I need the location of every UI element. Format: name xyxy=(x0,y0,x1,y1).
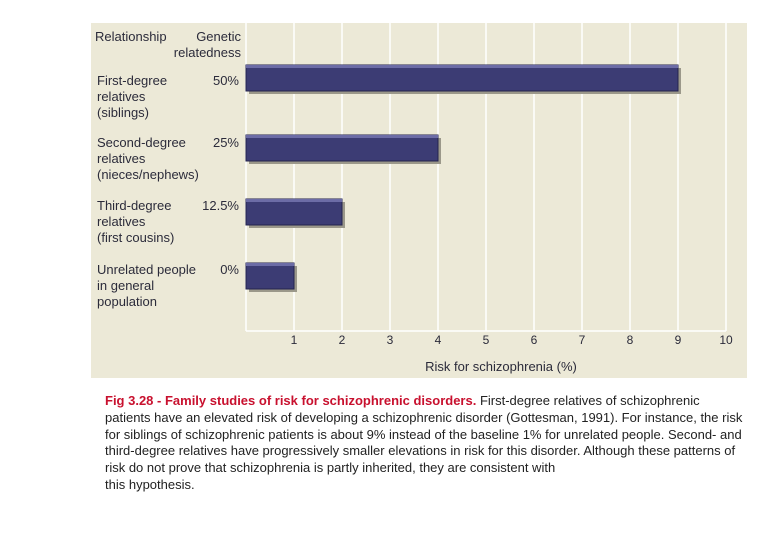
category-label-0-2: (siblings) xyxy=(97,105,150,120)
figure-caption xyxy=(105,393,745,494)
bar-highlight-1 xyxy=(246,135,438,138)
x-tick-label-7: 7 xyxy=(578,333,586,347)
x-tick-label-2: 2 xyxy=(338,333,346,347)
category-label-3-0: Unrelated people xyxy=(97,262,197,277)
header-genetic: Genetic xyxy=(196,29,241,44)
bar-3 xyxy=(246,263,294,289)
bar-1 xyxy=(246,135,438,161)
x-tick-label-3: 3 xyxy=(386,333,394,347)
x-tick-label-8: 8 xyxy=(626,333,634,347)
caption-title: Fig 3.28 - Family studies of risk for schizophrenic disorders. xyxy=(105,393,477,408)
category-label-3-2: population xyxy=(97,294,157,309)
header-relationship: Relationship xyxy=(95,29,167,44)
category-label-0-0: First-degree xyxy=(97,73,168,88)
relatedness-label-1: 25% xyxy=(212,135,239,150)
category-label-2-1: relatives xyxy=(97,214,146,229)
bar-highlight-2 xyxy=(246,199,342,202)
x-tick-label-6: 6 xyxy=(530,333,538,347)
header-relatedness: relatedness xyxy=(173,45,241,60)
bar-highlight-0 xyxy=(246,65,678,68)
category-label-0-1: relatives xyxy=(97,89,146,104)
relatedness-label-3: 0% xyxy=(220,262,239,277)
category-label-1-1: relatives xyxy=(97,151,146,166)
relatedness-label-0: 50% xyxy=(212,73,239,88)
bar-2 xyxy=(246,199,342,225)
chart-svg xyxy=(91,23,747,378)
category-label-1-2: (nieces/nephews) xyxy=(97,167,199,182)
category-label-2-2: (first cousins) xyxy=(97,230,175,245)
x-tick-label-9: 9 xyxy=(674,333,682,347)
x-tick-label-5: 5 xyxy=(482,333,490,347)
category-label-3-1: in general xyxy=(97,278,155,293)
x-axis-title: Risk for schizophrenia (%) xyxy=(425,359,577,374)
x-tick-label-1: 1 xyxy=(290,333,298,347)
x-tick-label-10: 10 xyxy=(719,333,733,347)
x-tick-label-4: 4 xyxy=(434,333,442,347)
caption-body: First-degree relatives of schizophrenic patients have an elevated risk of developing a schizophrenic disorder (Gottesman, 1991). For instance, the risk for siblings of schizophrenic patients is about 9% instead of the baseline 1% for unrelated people. Second- and third-degree relatives have progressively smaller elevations in risk for this disorder. Although these patterns of risk do not prove that schizophrenia is partly inherited, they are consistent with this hypothesis. xyxy=(105,393,743,492)
relatedness-label-2: 12.5% xyxy=(202,198,239,213)
bar-highlight-3 xyxy=(246,263,294,266)
bar-0 xyxy=(246,65,678,91)
category-label-1-0: Second-degree xyxy=(97,135,186,150)
chart-figure xyxy=(91,23,747,378)
category-label-2-0: Third-degree xyxy=(97,198,172,213)
